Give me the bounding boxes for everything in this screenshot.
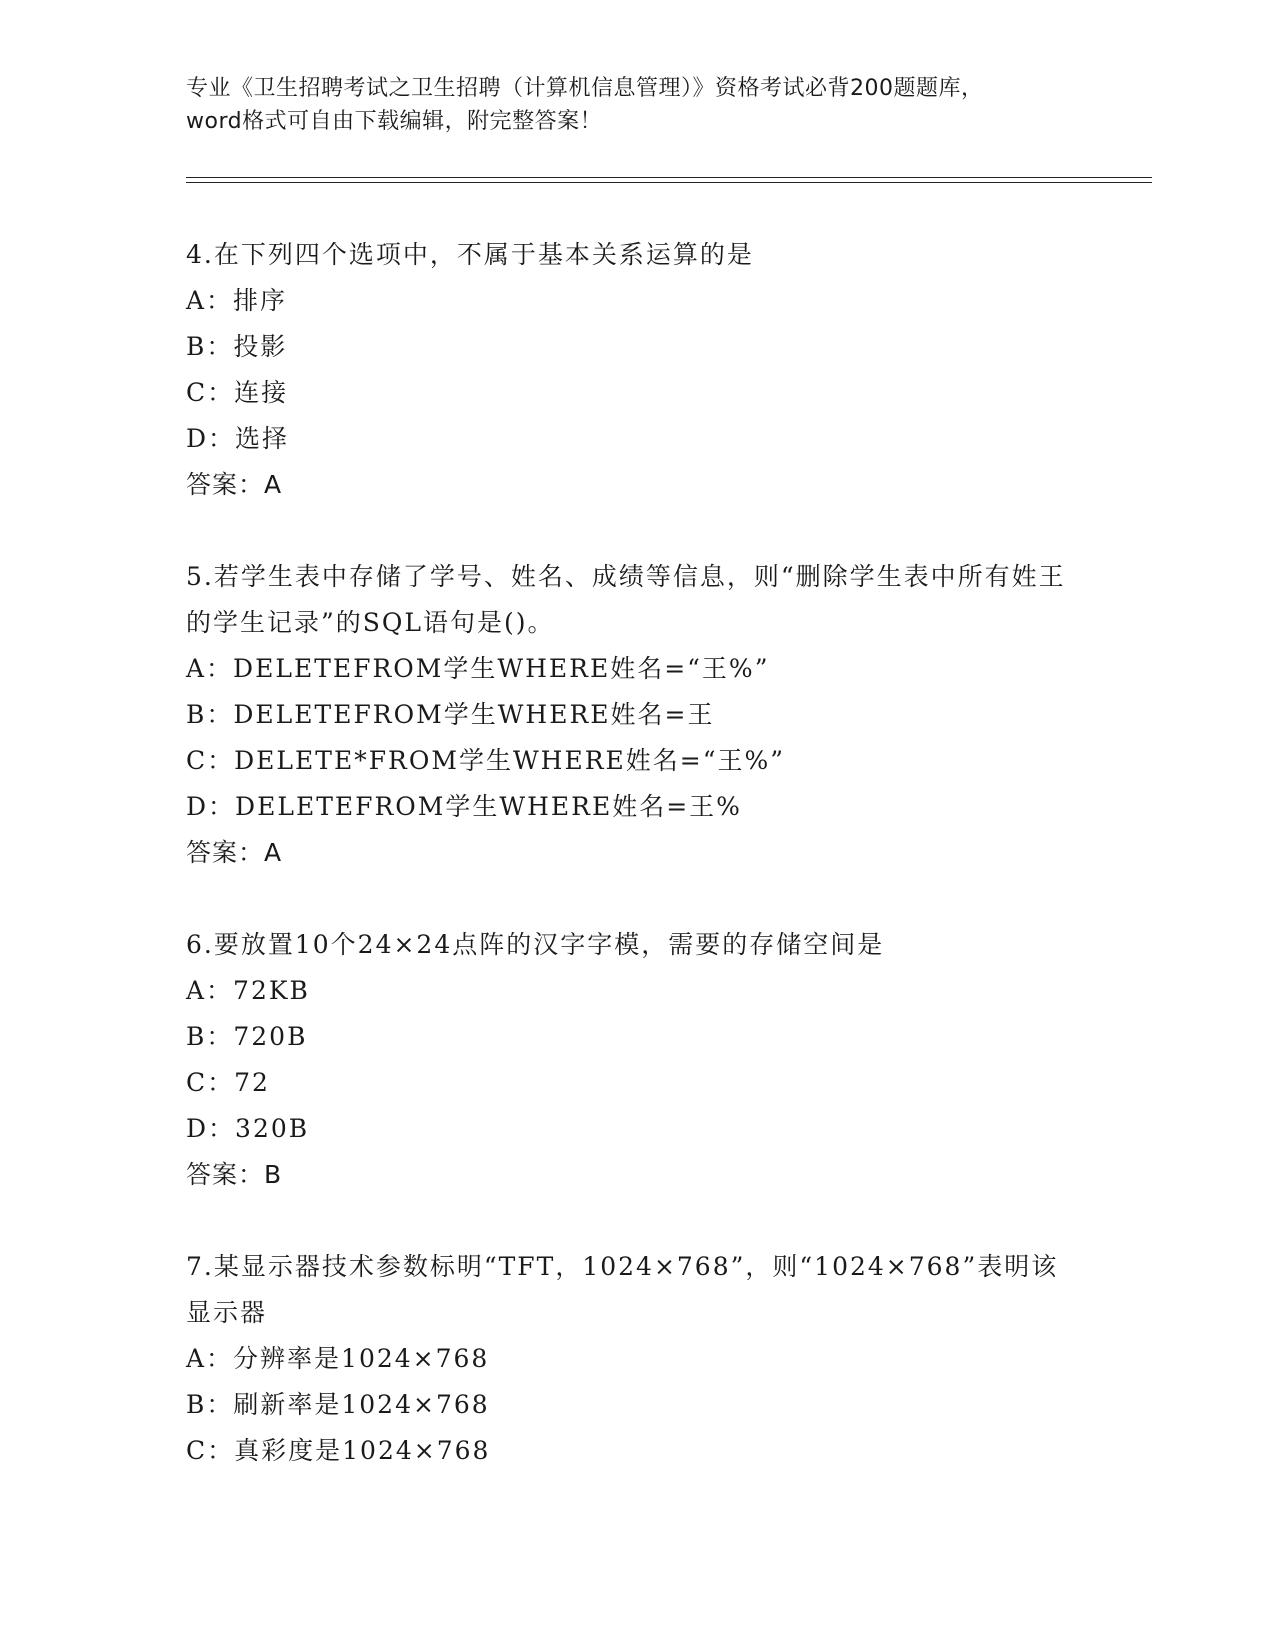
option-b: B：720B (186, 1022, 308, 1051)
answer: 答案：A (186, 470, 283, 499)
option-d: D：选择 (186, 424, 290, 453)
answer: 答案：B (186, 1160, 283, 1189)
header-divider-top (186, 177, 1152, 178)
option-c: C：真彩度是1024×768 (186, 1436, 491, 1465)
option-b: B：投影 (186, 332, 288, 361)
option-a: A：72KB (186, 976, 310, 1005)
question-list (186, 232, 1066, 1520)
header-line-2: word格式可自由下载编辑，附完整答案！ (186, 109, 603, 134)
option-a: A：DELETEFROM学生WHERE姓名=“王%” (186, 654, 770, 683)
question-5 (186, 554, 1066, 876)
option-b: B：DELETEFROM学生WHERE姓名=王 (186, 700, 715, 729)
option-d: D：320B (186, 1114, 310, 1143)
question-4 (186, 232, 1066, 508)
option-c: C：连接 (186, 378, 289, 407)
answer: 答案：A (186, 838, 283, 867)
question-7 (186, 1244, 1066, 1474)
document-header (186, 72, 1086, 138)
option-d: D：DELETEFROM学生WHERE姓名=王% (186, 792, 742, 821)
option-a: A：分辨率是1024×768 (186, 1344, 490, 1373)
question-stem: 7.某显示器技术参数标明“TFT，1024×768”，则“1024×768”表明该显示器 (186, 1252, 1059, 1327)
header-line-1: 专业《卫生招聘考试之卫生招聘（计算机信息管理）》资格考试必背200题题库， (186, 76, 984, 101)
question-stem: 4.在下列四个选项中，不属于基本关系运算的是 (186, 240, 754, 269)
option-a: A：排序 (186, 286, 288, 315)
option-c: C：DELETE*FROM学生WHERE姓名=“王%” (186, 746, 786, 775)
question-6 (186, 922, 1066, 1198)
option-c: C：72 (186, 1068, 270, 1097)
header-divider-bottom (186, 182, 1152, 183)
option-b: B：刷新率是1024×768 (186, 1390, 490, 1419)
question-stem: 5.若学生表中存储了学号、姓名、成绩等信息，则“删除学生表中所有姓王的学生记录”的SQL语句是()。 (186, 562, 1066, 637)
question-stem: 6.要放置10个24×24点阵的汉字字模，需要的存储空间是 (186, 930, 885, 959)
